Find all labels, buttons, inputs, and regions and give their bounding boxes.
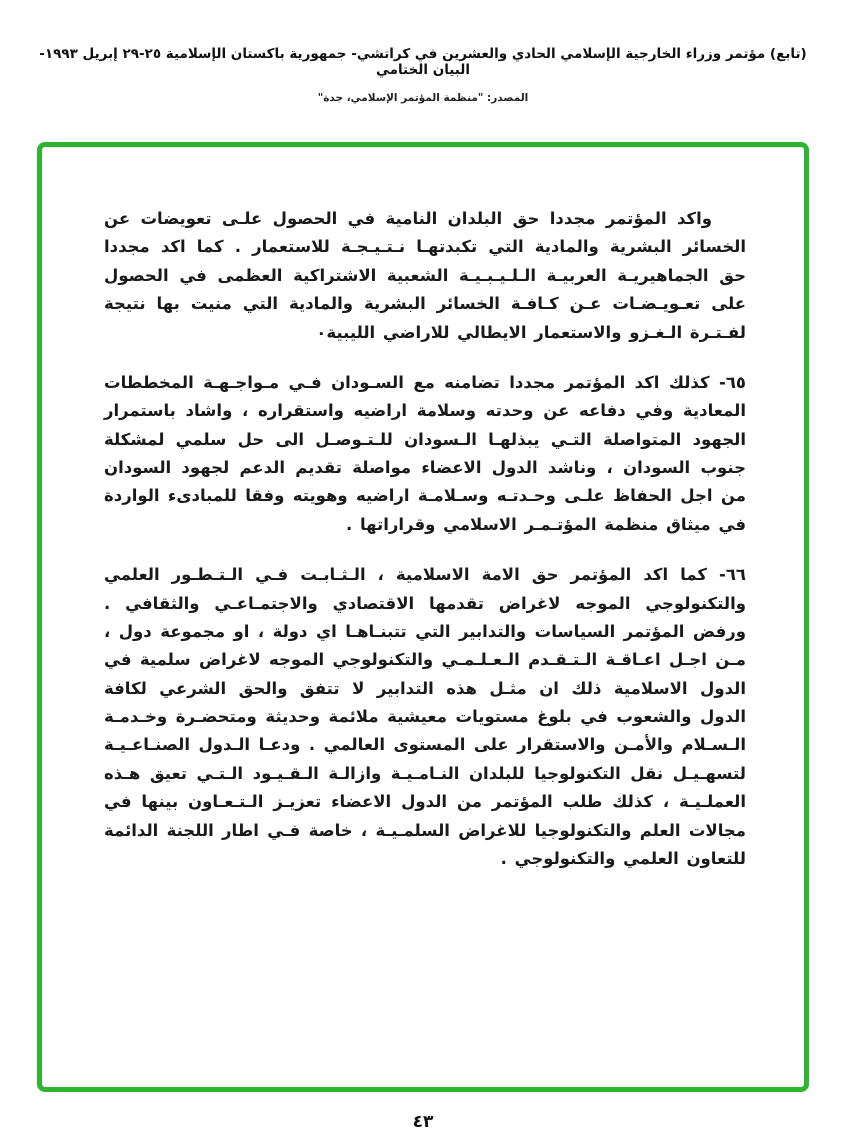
- header-source: المصدر: "منظمة المؤتمر الإسلامي، جدة": [317, 92, 529, 104]
- document-body: [42, 147, 804, 873]
- document-header: [0, 46, 846, 104]
- paragraph-compensation-claims: واكد المؤتمر مجددا حق البلدان النامية في الحصول علـى تعويضات عن الخسائر البشرية والمادية التي تكبدتهـا نـتـيـجـة للاستعمار . كما اكد مجددا حق الجماهيريـة العربيـة الـلـيـبـيـة الشعبية الاشتراكية العظمى في الحصول على تعـويـضـات عـن كـافـة الخسائر البشرية والمادية التي منيت بها نتيجة لفـتـرة الـغـزو والاستعمار الايطالي للاراضي الليبية٠: [104, 209, 746, 342]
- paragraph-65-sudan-solidarity: ٦٥- كذلك اكد المؤتمر مجددا تضامنه مع السـودان فـي مـواجـهـة المخططات المعادية وفي دفاعه عن وحدته وسلامة اراضيه واستقراره ، واشاد باستمرار الجهود المتواصلة التـي يبذلهـا الـسودان للـتـوصـل الى حل سلمي لمشكلة جنوب السودان ، وناشد الدول الاعضاء مواصلة تقديم الدعم لجهود السودان من اجل الحفاظ علـى وحـدتـه وسـلامـة اراضيه وهويته وفقا للمبادىء الواردة في ميثاق منظمة المؤتـمـر الاسلامي وقراراتها .: [104, 372, 746, 534]
- page-number: ٤٣: [412, 1112, 434, 1132]
- header-title: (تابع) مؤتمر وزراء الخارجية الإسلامي الحادي والعشرين في كراتشي- جمهورية باكستان الإسلامية ٢٥-٢٩ إبريل ١٩٩٣- البيان الختامي: [39, 46, 807, 78]
- document-frame: [37, 142, 809, 1092]
- paragraph-66-science-technology: ٦٦- كما اكد المؤتمر حق الامة الاسلامية ، الـثـابـت فـي الـتـطـور العلمي والتكنولوجي الموجه لاغراض تقدمها الاقتصادي والاجتمـاعـي والثقافي . ورفض المؤتمر السياسات والتدابير التي تتبنـاهـا اي دولة ، او مجموعة دول ، مـن اجـل اعـاقـة الـتـقـدم الـعـلـمـي والتكنولوجي الموجه لاغراض سلمية في الدول الاسلامية ذلك ان مثـل هذه التدابير لا تتفق والحق الشرعي لكافة الدول والشعوب في بلوغ مستويات معيشية ملائمة وحديثة ومتحضـرة وخـدمـة الـسـلام والأمـن والاستقرار على المستوى العالمي . ودعـا الـدول الصنـاعـيـة لتسهـيـل نقل التكنولوجيا للبلدان النـامـيـة وازالـة الـقـيـود الـتـي تعيق هـذه العملـيـة ، كذلك طلب المؤتمر من الدول الاعضاء تعزيـز الـتـعـاون بينها في مجالات العلم والتكنولوجيا للاغراض السلمـيـة ، خاصة فـي اطار اللجنة الدائمة للتعاون العلمي والتكنولوجي .: [104, 565, 746, 868]
